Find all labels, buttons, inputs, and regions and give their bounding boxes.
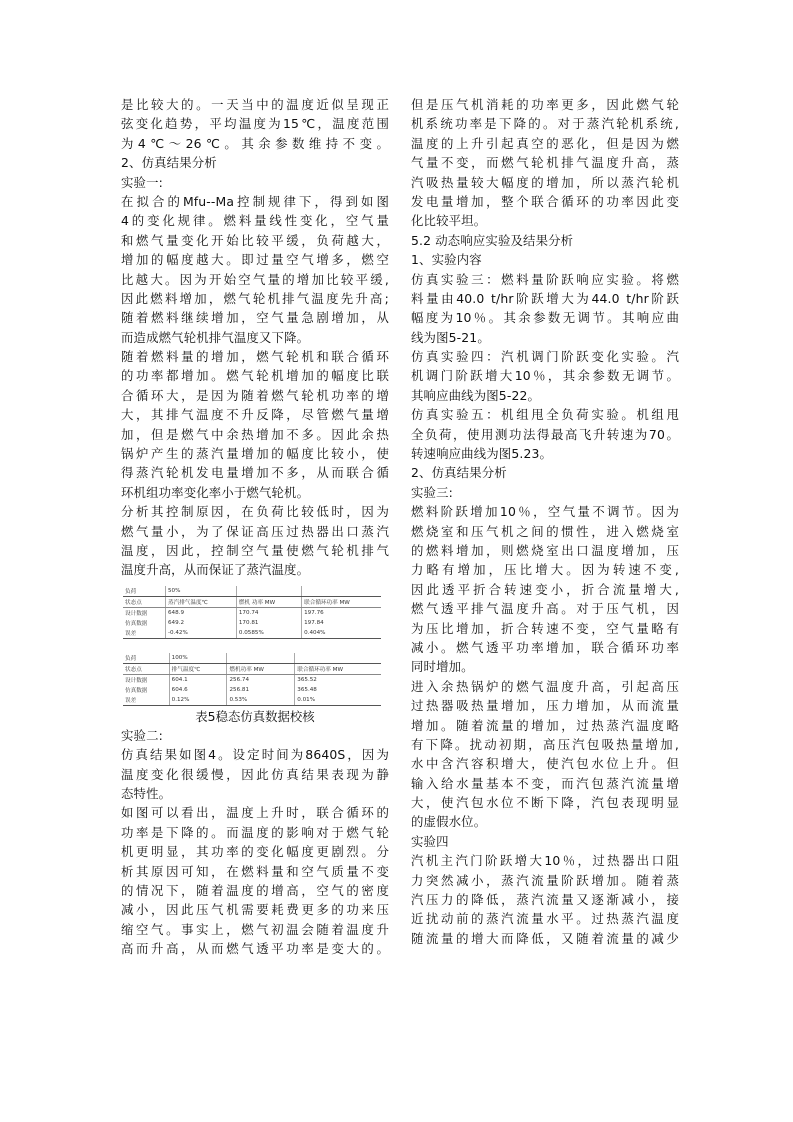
text-line: 近扰动前的蒸汽流量水平。过热蒸汽温度 (411, 911, 679, 927)
text-line: 转速响应曲线为图5.23。 (411, 446, 553, 462)
table-cell: 负荷 (123, 653, 169, 664)
table-cell: 0.0585% (236, 628, 301, 639)
text-line: 分析其控制原因，在负荷比较低时，因为 (121, 504, 389, 520)
text-line: 1、实验内容 (411, 252, 482, 268)
text-line: 全负荷，使用测功法得最高飞升转速为70。 (411, 426, 679, 442)
text-line: 实验三: (411, 484, 453, 500)
text-line: 仿真实验五：机组甩全负荷实验。机组甩 (411, 407, 679, 423)
text-line: 减小，因此压气机需要耗费更多的功来压 (121, 902, 389, 918)
text-line: 的情况下，随着温度的增高，空气的密度 (121, 882, 389, 898)
text-line: 大，使汽包水位不断下降，汽包表现明显 (411, 795, 679, 811)
text-line: 但是压气机消耗的功率更多，因此燃气轮 (411, 97, 679, 112)
table-row (123, 586, 381, 597)
text-line: 温度变化很缓慢，因此仿真结果表现为静 (121, 766, 389, 782)
text-line: 温度的上升引起真空的恶化，但是因为燃 (411, 135, 679, 151)
text-line: 线为图5-21。 (411, 329, 490, 345)
table-cell: 燃机功率 MW (227, 663, 295, 674)
table-row (123, 596, 381, 607)
text-line: 随流量的增大而降低，又随着流量的减少 (411, 930, 679, 946)
table-cell: 误差 (123, 695, 169, 706)
table-cell: 604.1 (169, 674, 227, 685)
text-line: 燃气透平排气温度升高。对于压气机，因 (411, 601, 679, 617)
text-line: 的燃料增加，则燃烧室出口温度增加，压 (411, 542, 679, 558)
steady-state-table-100 (123, 653, 381, 706)
text-line: 得蒸汽轮机发电量增加不多，从而联合循 (121, 465, 389, 481)
text-line: 燃气量小，为了保证高压过热器出口蒸汽 (121, 523, 389, 539)
text-line: 料量由40.0 t/hr阶跃增大为44.0 t/hr阶跃 (411, 290, 679, 306)
text-line: 的虚假水位。 (411, 814, 487, 830)
text-line: 合循环大，是因为随着燃气轮机功率的增 (121, 387, 389, 403)
right-column (411, 95, 679, 948)
table-row (123, 674, 381, 685)
text-line: 如图可以看出，温度上升时，联合循环的 (121, 805, 389, 821)
text-line: 态特性。 (121, 785, 172, 801)
table-cell: 负荷 (123, 586, 165, 597)
text-line: 过热器吸热量增加，压力增加，从而流量 (411, 698, 679, 714)
steady-state-table-50 (123, 586, 381, 639)
text-line: 温度升高，从而保证了蒸汽温度。 (121, 562, 310, 578)
table-cell: 误差 (123, 628, 165, 639)
text-line: 为4℃～26℃。其余参数维持不变。 (121, 135, 389, 151)
text-line: 的功率都增加。燃气轮机增加的幅度比联 (121, 368, 389, 384)
text-line: 气量不变，而燃气轮机排气温度升高，蒸 (411, 155, 679, 171)
table-cell: 648.9 (165, 607, 236, 618)
table-cell: 仿真数据 (125, 687, 148, 694)
text-line: 5.2 动态响应实验及结果分析 (411, 232, 574, 248)
table-cell: 365.48 (295, 685, 381, 695)
text-line: 实验一: (121, 174, 163, 190)
text-line: 汽机主汽门阶跃增大10％，过热器出口阻 (411, 853, 679, 869)
right-text (411, 95, 679, 948)
text-line: 功率是下降的。而温度的影响对于燃气轮 (121, 824, 389, 840)
text-line: 幅度为10％。其余参数无调节。其响应曲 (411, 310, 679, 326)
text-line: 和燃气量变化开始比较平缓，负荷越大， (121, 232, 389, 248)
table-cell: 联合循环功率 MW (295, 663, 381, 674)
table-row (123, 607, 381, 618)
table-cell: 状态点 (123, 596, 165, 607)
text-line: 其响应曲线为图5-22。 (411, 387, 541, 403)
table-cell: 649.2 (165, 618, 236, 628)
table-cell: 197.84 (302, 618, 381, 628)
text-line: 燃烧室和压气机之间的惯性，进入燃烧室 (411, 523, 679, 539)
table-cell: 256.81 (227, 685, 295, 695)
text-line: 实验四 (411, 833, 449, 849)
text-line: 锅炉产生的蒸汽量增加的幅度比较小，使 (121, 446, 389, 462)
text-line: 减小。燃气透平功率增加，联合循环功率 (411, 639, 679, 655)
text-line: 因此透平折合转速变小，折合流量增大, (411, 581, 679, 597)
table-row (123, 628, 381, 639)
text-line: 燃料阶跃增加10％，空气量不调节。因为 (411, 504, 679, 520)
text-line: 增加。随着流量的增加，过热蒸汽温度略 (411, 717, 679, 733)
text-line: 随着燃料量的增加，燃气轮机和联合循环 (121, 349, 389, 365)
table-cell: 197.76 (302, 607, 381, 618)
text-line: 水中含汽容积增大，使汽包水位上升。但 (411, 756, 679, 772)
table-cell: 联合循环功率 MW (302, 596, 381, 607)
text-line: 进入余热锅炉的燃气温度升高，引起高压 (411, 678, 679, 694)
table-cell: 0.404% (302, 628, 381, 639)
text-line: 仿真结果如图4。设定时间为8640S，因为 (121, 747, 389, 763)
table-cell: 604.6 (169, 685, 227, 695)
text-line: 随着燃料继续增加，空气量急剧增加，从 (121, 310, 389, 326)
text-line: 因此燃料增加，燃气轮机排气温度先升高; (121, 290, 389, 306)
text-line: 环机组功率变化率小于燃气轮机。 (121, 484, 310, 500)
text-line: 机系统功率是下降的。对于蒸汽轮机系统, (411, 116, 679, 132)
text-line: 仿真实验四：汽机调门阶跃变化实验。汽 (411, 349, 679, 365)
table-cell: 排气温度℃ (169, 663, 227, 674)
text-line: 比越大。因为开始空气量的增加比较平缓, (121, 271, 389, 287)
text-line: 实验二: (121, 727, 163, 743)
text-line: 缩空气。事实上，燃气初温会随着温度升 (121, 921, 389, 937)
text-line: 发电量增加，整个联合循环的功率因此变 (411, 193, 679, 209)
table-cell: 蒸汽排气温度℃ (165, 596, 236, 607)
table-cell: 仿真数据 (125, 620, 148, 627)
text-line: 温度，因此，控制空气量使燃气轮机排气 (121, 542, 389, 558)
table-cell: 状态点 (123, 663, 169, 674)
text-line: 力突然减小，蒸汽流量阶跃增加。随着蒸 (411, 872, 679, 888)
text-line: 增加的幅度越大。即过量空气增多，燃空 (121, 252, 389, 268)
table-cell: 0.01% (295, 695, 381, 706)
left-text-after-tables (121, 726, 389, 959)
text-line: 析其原因可知，在燃料量和空气质量不变 (121, 863, 389, 879)
text-line: 汽吸热量较大幅度的增加，所以蒸汽轮机 (411, 174, 679, 190)
text-line: 化比较平坦。 (411, 213, 487, 229)
text-line: 大，其排气温度不升反降，尽管燃气量增 (121, 407, 389, 423)
table-cell: 燃机 功率 MW (236, 596, 301, 607)
table-cell: 0.53% (227, 695, 295, 706)
table-cell (302, 586, 381, 597)
text-line: 汽压力的降低，蒸汽流量又逐渐减小，接 (411, 892, 679, 908)
left-column (121, 95, 389, 958)
table-row (123, 653, 381, 664)
text-line: 加，但是燃气中余热增加不多。因此余热 (121, 426, 389, 442)
table-row (123, 685, 381, 695)
table-row (123, 663, 381, 674)
left-text-before-tables (121, 95, 389, 580)
text-line: 2、仿真结果分析 (121, 155, 217, 171)
text-line: 输入给水量基本不变，而汽包蒸汽流量增 (411, 775, 679, 791)
table-cell: 0.12% (169, 695, 227, 706)
table-cell: 170.81 (236, 618, 301, 628)
table-row (123, 695, 381, 706)
text-line: 仿真实验三：燃料量阶跃响应实验。将燃 (411, 271, 679, 287)
text-line: 是比较大的。一天当中的温度近似呈现正 (121, 97, 389, 112)
text-line: 同时增加。 (411, 659, 474, 675)
table-cell: 170.74 (236, 607, 301, 618)
table-cell: 365.52 (295, 674, 381, 685)
table-cell (295, 653, 381, 664)
table-cell: 设计数据 (125, 610, 148, 617)
table-cell: 设计数据 (125, 677, 148, 684)
text-line: 力略有增加，压比增大。因为转速不变, (411, 562, 679, 578)
table-cell: -0.42% (165, 628, 236, 639)
text-line: 4的变化规律。燃料量线性变化，空气量 (121, 213, 389, 229)
table-cell: 256.74 (227, 674, 295, 685)
text-line: 机更明显，其功率的变化幅度更剧烈。分 (121, 844, 389, 860)
table-cell (236, 586, 301, 597)
text-line: 有下降。扰动初期，高压汽包吸热量增加, (411, 736, 679, 752)
text-line: 而造成燃气轮机排气温度又下降。 (121, 329, 310, 345)
table-cell: 100% (169, 653, 227, 664)
table-caption: 表5稳态仿真数据校核 (195, 708, 315, 724)
table-cell: 50% (165, 586, 236, 597)
table-row (123, 618, 381, 628)
table-cell (227, 653, 295, 664)
text-line: 弦变化趋势，平均温度为15℃，温度范围 (121, 116, 389, 132)
text-line: 为压比增加，折合转速不变，空气量略有 (411, 620, 679, 636)
text-line: 高而升高，从而燃气透平功率是变大的。 (121, 941, 389, 957)
text-line: 2、仿真结果分析 (411, 465, 507, 481)
text-line: 机调门阶跃增大10％，其余参数无调节。 (411, 368, 679, 384)
text-line: 在拟合的Mfu--Ma控制规律下，得到如图 (121, 193, 389, 209)
